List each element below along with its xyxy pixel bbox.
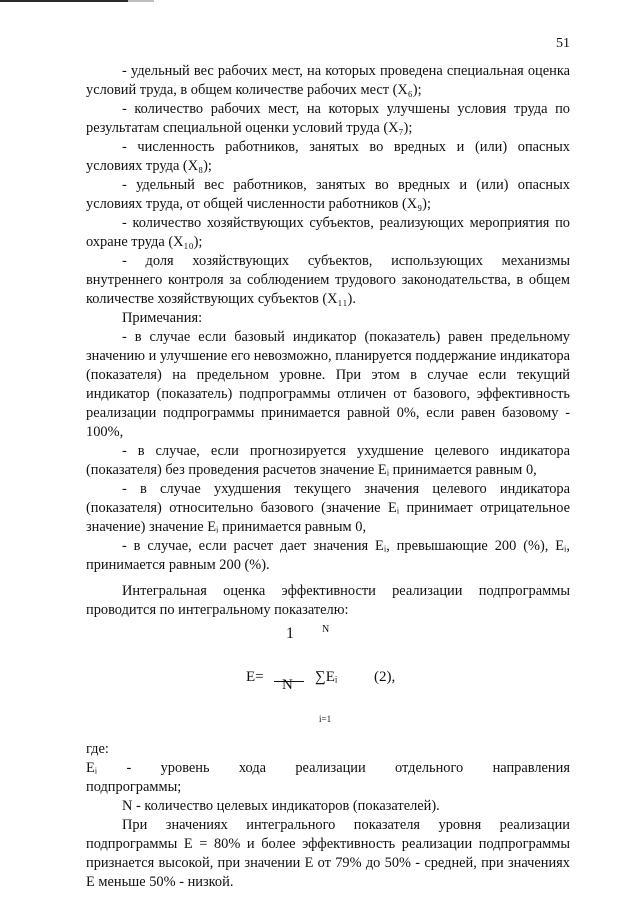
def-ei-rest: подпрограммы; <box>86 779 182 795</box>
formula-lhs: E= <box>246 669 264 685</box>
formula-denominator: N <box>282 677 293 693</box>
integral-intro: Интегральная оценка эффективности реализации подпрограммы проводится по интегральному показателю: <box>86 583 570 618</box>
note-forecast-decline: - в случае, если прогнозируется ухудшение целевого индикатора (показателя) без проведения расчетов значение Eᵢ принимается равным 0, <box>86 443 570 478</box>
note-over-200: - в случае, если расчет дает значения Eᵢ, превышающие 200 (%), Eᵢ, принимается равным 200 (%). <box>86 538 570 573</box>
def-ei-word: - <box>126 760 132 776</box>
notes-heading: Примечания: <box>122 310 203 326</box>
formula-upper-limit: N <box>322 624 330 635</box>
def-ei-word: уровень <box>160 760 210 776</box>
item-x9: - удельный вес работников, занятых во вредных и (или) опасных условиях труда, от общей численности работников (X₉); <box>86 177 570 212</box>
formula-numerator: 1 <box>286 625 294 642</box>
item-x10: - количество хозяйствующих субъектов, реализующих мероприятия по охране труда (X₁₀); <box>86 215 570 250</box>
scan-mark <box>0 0 128 2</box>
formula-number: (2), <box>374 669 396 685</box>
document-body <box>86 62 570 892</box>
item-x11: - доля хозяйствующих субъектов, использующих механизмы внутреннего контроля за соблюдением трудового законодательства, в общем количестве хозяйствующих субъектов (X₁₁). <box>86 253 570 307</box>
def-ei-word: направления <box>492 760 570 776</box>
item-x7: - количество рабочих мест, на которых улучшены условия труда по результатам специальной оценки условий труда (X₇); <box>86 101 570 136</box>
item-x8: - численность работников, занятых во вредных и (или) опасных условиях труда (X₈); <box>86 139 570 174</box>
def-ei-line <box>86 759 570 778</box>
where-label: где: <box>86 741 109 757</box>
formula-sum: ∑Eᵢ <box>315 669 338 685</box>
note-limit-value: - в случае если базовый индикатор (показатель) равен предельному значению и улучшение его невозможно, планируется поддержание индикатора (показателя) на предельном уровне. При этом в случае если текущий индикатор (показатель) подпрограммы отличен от базового, эффективность реализации подпрограммы принимается равной 0%, если равен базовому - 100%, <box>86 329 570 440</box>
def-n: N - количество целевых индикаторов (показателей). <box>122 798 440 814</box>
page-number: 51 <box>556 36 570 51</box>
def-ei-word: хода <box>238 760 267 776</box>
conclusion: При значениях интегрального показателя уровня реализации подпрограммы E = 80% и более эффективность реализации подпрограммы признается высокой, при значении E от 79% до 50% - средней, при значениях E меньше 50% - низкой. <box>86 817 570 890</box>
formula-lower-limit: i=1 <box>319 714 332 724</box>
item-x6: - удельный вес рабочих мест, на которых проведена специальная оценка условий труда, в общем количестве рабочих мест (X₆); <box>86 63 570 98</box>
def-ei-word: реализации <box>295 760 366 776</box>
def-ei-word: отдельного <box>395 760 464 776</box>
def-ei-symbol: Eᵢ <box>86 760 98 776</box>
formula-2 <box>86 620 570 740</box>
note-current-decline: - в случае ухудшения текущего значения целевого индикатора (показателя) относительно базового (значение Eᵢ принимает отрицательное значение) значение Eᵢ принимается равным 0, <box>86 481 570 535</box>
scan-mark-faint <box>128 0 154 2</box>
